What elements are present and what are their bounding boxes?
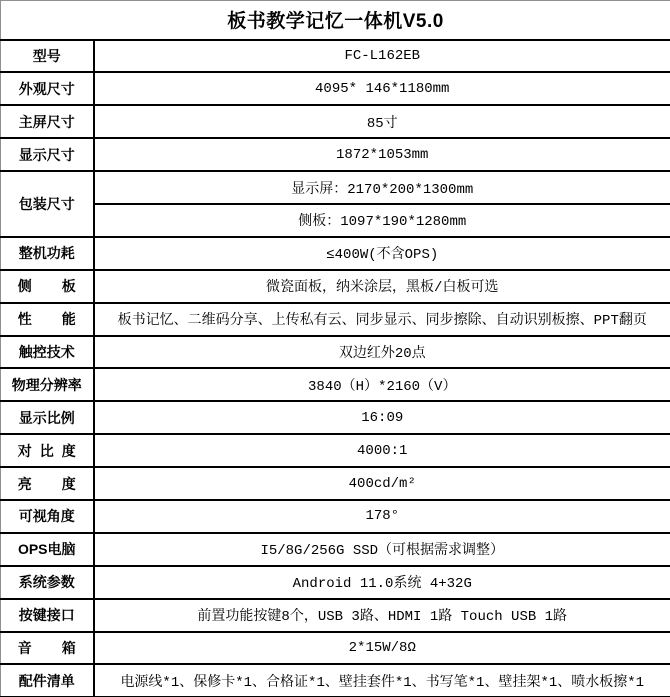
spec-label: 整机功耗 [1, 237, 94, 270]
spec-label [1, 270, 94, 303]
spec-value: 前置功能按键8个，USB 3路、HDMI 1路 Touch USB 1路 [94, 599, 670, 632]
spec-value: 侧板：1097*190*1280mm [94, 204, 670, 237]
spec-label-text: 亮 度 [17, 475, 76, 492]
spec-value: 1872*1053mm [94, 138, 670, 171]
spec-row [1, 533, 670, 566]
spec-row [1, 303, 670, 336]
spec-label: 显示尺寸 [1, 138, 94, 171]
spec-label: 物理分辨率 [1, 368, 94, 401]
spec-value: 微瓷面板，纳米涂层，黑板/白板可选 [94, 270, 670, 303]
spec-row [1, 434, 670, 467]
spec-row [1, 40, 670, 73]
spec-subrow [1, 204, 670, 237]
spec-label: 触控技术 [1, 336, 94, 369]
spec-row [1, 632, 670, 665]
page-title: 板书教学记忆一体机V5.0 [1, 1, 670, 40]
spec-row [1, 664, 670, 697]
spec-label-text: 侧 板 [17, 278, 76, 295]
spec-value: 4095* 146*1180mm [94, 72, 670, 105]
spec-table-body [1, 1, 670, 697]
spec-label: 配件清单 [1, 664, 94, 697]
spec-row [1, 138, 670, 171]
spec-row [1, 171, 670, 204]
spec-value: 2*15W/8Ω [94, 632, 670, 665]
spec-value: 4000:1 [94, 434, 670, 467]
spec-row [1, 500, 670, 533]
spec-value: 电源线*1、保修卡*1、合格证*1、壁挂套件*1、书写笔*1、壁挂架*1、喷水板擦*1 [94, 664, 670, 697]
spec-row [1, 336, 670, 369]
spec-value: I5/8G/256G SSD（可根据需求调整） [94, 533, 670, 566]
spec-label [1, 434, 94, 467]
spec-row [1, 105, 670, 138]
spec-value: 85寸 [94, 105, 670, 138]
spec-value: 显示屏：2170*200*1300mm [94, 171, 670, 204]
spec-row [1, 368, 670, 401]
spec-label [1, 467, 94, 500]
spec-label: 主屏尺寸 [1, 105, 94, 138]
spec-row [1, 401, 670, 434]
title-row [1, 1, 670, 40]
spec-label-text: 音 箱 [17, 639, 76, 656]
spec-label [1, 632, 94, 665]
spec-label: 显示比例 [1, 401, 94, 434]
spec-value: 178° [94, 500, 670, 533]
spec-row [1, 467, 670, 500]
spec-label [1, 303, 94, 336]
spec-value: ≤400W(不含OPS) [94, 237, 670, 270]
spec-value: FC-L162EB [94, 40, 670, 73]
spec-row [1, 599, 670, 632]
spec-label: 型号 [1, 40, 94, 73]
spec-value: 板书记忆、二维码分享、上传私有云、同步显示、同步擦除、自动识别板擦、PPT翻页 [94, 303, 670, 336]
spec-label: 可视角度 [1, 500, 94, 533]
spec-label: 按键接口 [1, 599, 94, 632]
spec-label: 包装尺寸 [1, 171, 94, 237]
spec-row [1, 270, 670, 303]
spec-label-text: 对 比 度 [17, 442, 76, 459]
spec-label: OPS电脑 [1, 533, 94, 566]
spec-label: 外观尺寸 [1, 72, 94, 105]
spec-row [1, 237, 670, 270]
spec-value: 16:09 [94, 401, 670, 434]
spec-value: 3840（H）*2160（V） [94, 368, 670, 401]
spec-value: 400cd/m² [94, 467, 670, 500]
spec-value: Android 11.0系统 4+32G [94, 566, 670, 599]
spec-row [1, 566, 670, 599]
spec-row [1, 72, 670, 105]
spec-label: 系统参数 [1, 566, 94, 599]
spec-value: 双边红外20点 [94, 336, 670, 369]
spec-label-text: 性 能 [17, 311, 76, 328]
